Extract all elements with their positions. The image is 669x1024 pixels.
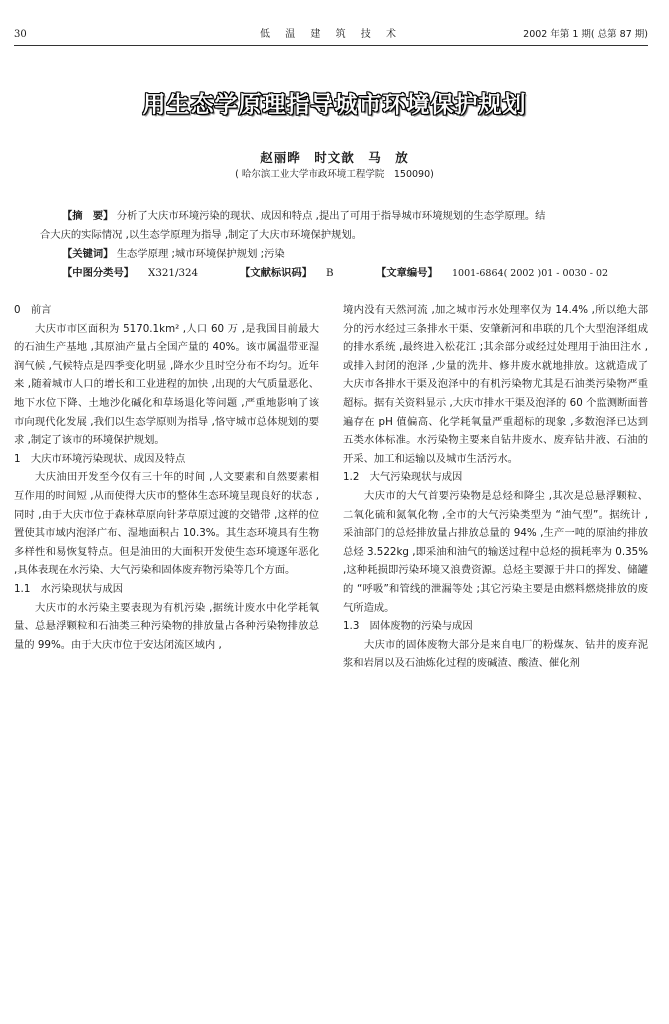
abstract-label: 【摘 要】 bbox=[62, 210, 114, 222]
section-heading: 1.3 固体废物的污染与成因 bbox=[343, 620, 473, 633]
abstract-text-1: 分析了大庆市环境污染的现状、成因和特点 ,提出了可用于指导城市环境规划的生态学原理。结 bbox=[116, 210, 546, 222]
paragraph: 大庆油田开发至今仅有三十年的时间 ,人文要素和自然要素相互作用的时间短 ,从而使得大庆市的整体生态环境呈现良好的状态 ,同时 ,由于大庆市位于森林草原向针茅草原过渡的交错带 ,这样的位置使其市域内泡泽广布、湿地面积占 10.3%。其生态环境具有生物多样性和易恢复特点。但是油田的大面积开发使生态环境逐年恶化 ,具体表现在水污染、大气污染和固体废弃物污染等几个方面。 bbox=[14, 471, 319, 577]
doc-code-value: B bbox=[326, 267, 334, 279]
paragraph-continued: 境内没有天然河流 ,加之城市污水处理率仅为 14.4% ,所以绝大部分的污水经过三条排水干渠、安肇新河和串联的几个大型泡泽组成的排水系统 ,最终进入松花江 ;其余部分或经过处理用于油田注水 ,或排入封闭的泡泽 ,少量的洗井、修井废水就地排放。这就造成了大庆市各排水干渠及泡泽中的有机污染物尤其是石油类污染物严重超标。据有关资料显示 ,大庆市排水干渠及泡泽的 60 个监测断面普遍存在 pH 值偏高、化学耗氧量严重超标的现象 ,多数泡泽已达到五类水体标准。水污染物主要来自钻井废水、废弃钻井液、石油的开采、加工和运输以及城市生活污水。 bbox=[343, 304, 648, 465]
paragraph: 大庆市的固体废物大部分是来自电厂的粉煤灰、钻井的废弃泥浆和岩屑以及石油炼化过程的废碱渣、酸渣、催化剂 bbox=[343, 638, 648, 670]
paragraph: 大庆市市区面积为 5170.1km² ,人口 60 万 ,是我国目前最大的石油生产基地 ,其原油产量占全国产量的 40%。该市属温带亚湿润气候 ,气候特点是四季变化明显 ,降水少且时空分布不均匀。近年来 ,随着城市人口的增长和工业进程的加快 ,出现的大气质量恶化、地下水位下降、土地沙化碱化和草场退化等问题 ,严重地影响了该市向现代化发展 ,我们以生态学原则为指导 ,恪守城市总体规划的要求 ,制定了该市的环境保护规划。 bbox=[14, 322, 319, 447]
clc-label: 【中图分类号】 bbox=[62, 267, 135, 279]
article-number-value: 1001-6864( 2002 )01 - 0030 - 02 bbox=[452, 268, 609, 279]
journal-name: 低 温 建 筑 技 术 bbox=[260, 29, 402, 40]
paper-title: 用生态学原理指导城市环境保护规划 bbox=[142, 92, 527, 118]
classification-line bbox=[40, 264, 630, 283]
paragraph: 大庆市的大气首要污染物是总烃和降尘 ,其次是总悬浮颗粒、二氧化硫和氮氧化物 ,全市的大气污染类型为 “油气型”。据统计 ,采油部门的总烃排放量占排放总量的 94% ,生产一吨的原油约排放总烃 3.522kg ,即采油和油气的输送过程中总烃的损耗率为 0.35% ,这种耗损即污染环境又浪费资源。总烃主要源于井口的挥发、储罐的 “呼吸”和管线的泄漏等处 ;其它污染主要是由燃料燃烧排放的废气所造成。 bbox=[343, 489, 648, 614]
section-heading: 0 前言 bbox=[14, 304, 52, 316]
affiliation: ( 哈尔滨工业大学市政环境工程学院 150090) bbox=[235, 169, 434, 180]
article-number-label: 【文章编号】 bbox=[376, 267, 438, 279]
keywords-text: 生态学原理 ;城市环境保护规划 ;污染 bbox=[116, 248, 285, 260]
paragraph: 大庆市的水污染主要表现为有机污染 ,据统计废水中化学耗氧量、总悬浮颗粒和石油类三种污染物的排放量占各种污染物排放总量的 99%。由于大庆市位于安达闭流区域内 , bbox=[14, 601, 319, 651]
doc-code-label: 【文献标识码】 bbox=[240, 267, 313, 279]
left-column bbox=[14, 301, 319, 654]
section-heading: 1 大庆市环境污染现状、成因及特点 bbox=[14, 452, 186, 465]
section-heading: 1.1 水污染现状与成因 bbox=[14, 582, 124, 595]
page-number: 30 bbox=[14, 29, 27, 40]
abstract-block bbox=[40, 207, 630, 283]
clc-value: X321/324 bbox=[148, 267, 199, 279]
keywords-line bbox=[40, 245, 630, 264]
header-rule bbox=[14, 45, 648, 46]
authors: 赵丽晔 时文歆 马 放 bbox=[260, 150, 409, 165]
running-header bbox=[14, 27, 648, 43]
issue-info: 2002 年第 1 期( 总第 87 期) bbox=[523, 29, 648, 40]
abstract-line-2: 合大庆的实际情况 ,以生态学原理为指导 ,制定了大庆市环境保护规划。 bbox=[40, 229, 362, 241]
right-column bbox=[343, 301, 648, 673]
keywords-label: 【关键词】 bbox=[62, 248, 114, 260]
abstract-line-1 bbox=[40, 207, 630, 226]
section-heading: 1.2 大气污染现状与成因 bbox=[343, 471, 463, 484]
